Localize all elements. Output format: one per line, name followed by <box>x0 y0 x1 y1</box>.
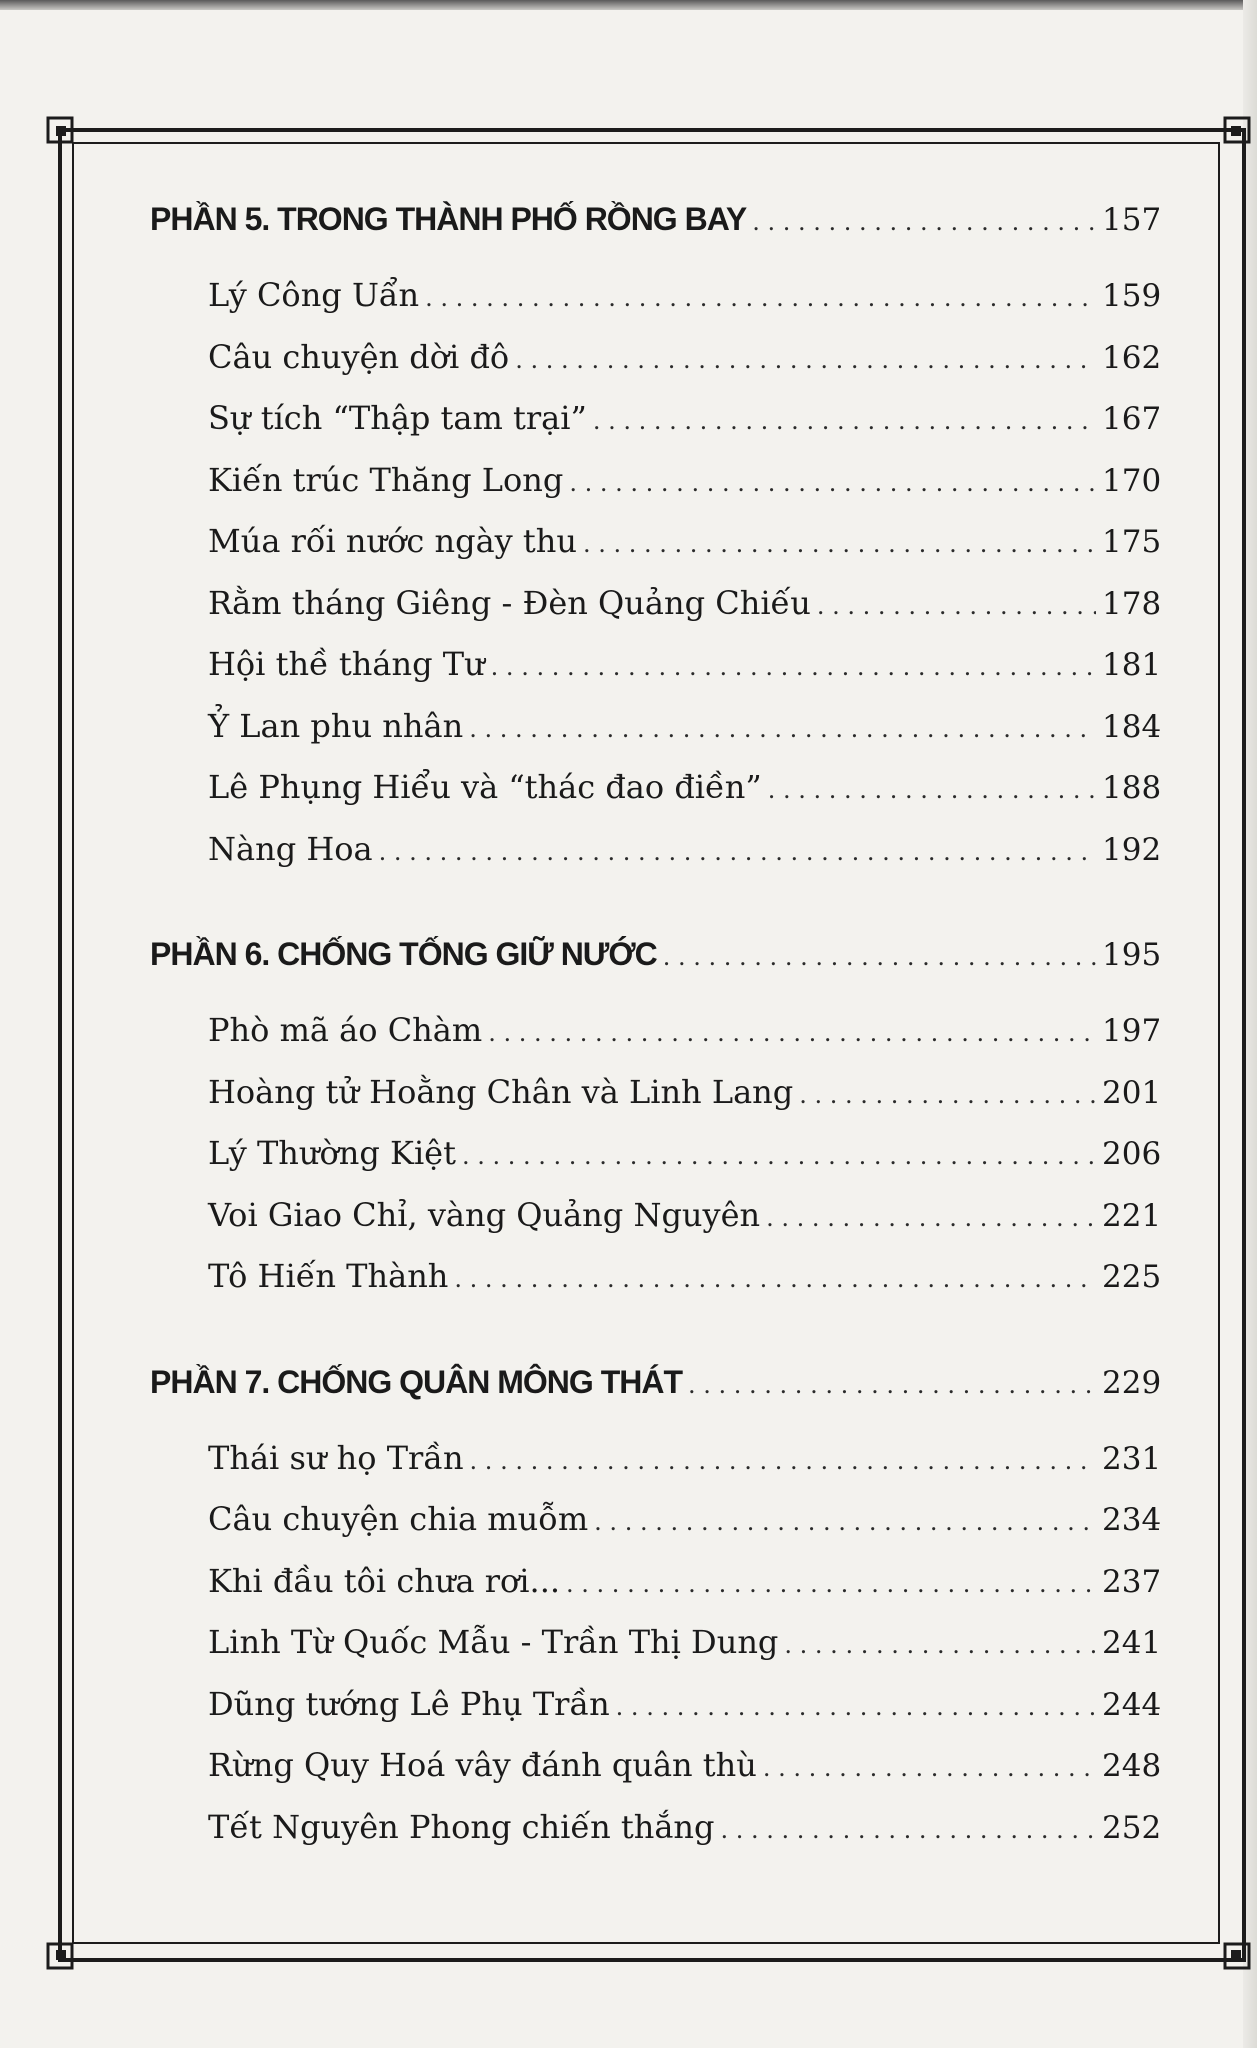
entry-title: Rằm tháng Giêng - Đèn Quảng Chiếu <box>208 583 811 622</box>
entry-title: Sự tích “Thập tam trại” <box>208 399 587 437</box>
page-number: 188 <box>1102 770 1162 806</box>
dot-leader <box>454 1257 1096 1295</box>
toc-entry <box>150 584 1160 646</box>
dot-leader <box>721 1808 1097 1846</box>
page-number: 244 <box>1102 1686 1162 1723</box>
page-number: 192 <box>1102 831 1162 868</box>
entry-title: Câu chuyện chia muỗm <box>208 1500 589 1538</box>
dot-leader <box>752 200 1096 238</box>
toc-entry <box>150 1685 1160 1747</box>
toc-entry <box>150 1134 1160 1196</box>
section-heading <box>150 935 1160 993</box>
dot-leader <box>763 1746 1096 1784</box>
toc-entry <box>150 276 1160 338</box>
toc-entry <box>150 1562 1160 1624</box>
toc-entry <box>150 645 1160 707</box>
toc-entry <box>150 1011 1160 1073</box>
dot-leader <box>469 707 1096 745</box>
entry-title: Dũng tướng Lê Phụ Trần <box>208 1684 610 1723</box>
frame-corner-ornament-top-left <box>46 116 86 156</box>
section-title: PHẦN 5. TRONG THÀNH PHỐ RỒNG BAY <box>150 201 747 237</box>
page-number: 248 <box>1102 1748 1162 1784</box>
entry-title: Múa rối nước ngày thu <box>208 522 577 560</box>
toc-entry <box>150 1623 1160 1685</box>
dot-leader <box>566 1562 1096 1600</box>
section-title: PHẦN 7. CHỐNG QUÂN MÔNG THÁT <box>150 1363 682 1400</box>
dot-leader <box>768 768 1096 806</box>
page-number: 167 <box>1102 401 1162 437</box>
page-number: 181 <box>1102 647 1162 683</box>
toc-entry <box>150 1073 1160 1135</box>
page-number: 206 <box>1102 1136 1162 1172</box>
page-number: 252 <box>1102 1809 1162 1846</box>
table-of-contents <box>150 200 1160 1869</box>
toc-entry <box>150 1500 1160 1562</box>
toc-entry <box>150 522 1160 584</box>
entry-title: Câu chuyện dời đô <box>208 337 510 376</box>
page-number: 195 <box>1102 937 1162 973</box>
entry-title: Rừng Quy Hoá vây đánh quân thù <box>208 1746 757 1784</box>
frame-corner-ornament-bottom-left <box>46 1930 86 1970</box>
dot-leader <box>515 338 1096 376</box>
dot-leader <box>817 584 1096 622</box>
toc-entry <box>150 1746 1160 1808</box>
dot-leader <box>594 1500 1096 1538</box>
entry-title: Voi Giao Chỉ, vàng Quảng Nguyên <box>208 1195 761 1234</box>
toc-entry <box>150 830 1160 892</box>
entry-title: Phò mã áo Chàm <box>208 1011 483 1049</box>
entry-title: Hội thề tháng Tư <box>208 645 485 683</box>
page-number: 159 <box>1102 278 1162 314</box>
toc-entry <box>150 1196 1160 1258</box>
dot-leader <box>583 522 1096 560</box>
dot-leader <box>379 830 1096 868</box>
entry-title: Nàng Hoa <box>208 829 373 868</box>
dot-leader <box>616 1685 1096 1723</box>
page-number: 201 <box>1102 1074 1162 1111</box>
page-number: 197 <box>1102 1013 1162 1049</box>
toc-entry <box>150 461 1160 523</box>
dot-leader <box>425 276 1096 314</box>
entry-title: Ỷ Lan phu nhân <box>208 706 464 745</box>
page-number: 157 <box>1102 202 1162 238</box>
page-number: 231 <box>1102 1440 1162 1477</box>
section-heading <box>150 1363 1160 1421</box>
frame-corner-ornament-top-right <box>1211 116 1251 156</box>
page-number: 184 <box>1102 708 1162 745</box>
frame-corner-ornament-bottom-right <box>1211 1930 1251 1970</box>
page-number: 237 <box>1102 1563 1162 1600</box>
entry-title: Thái sư họ Trần <box>208 1438 464 1477</box>
toc-entry <box>150 1808 1160 1870</box>
page-number: 234 <box>1102 1502 1162 1538</box>
dot-leader <box>488 1011 1096 1049</box>
page-number: 178 <box>1102 585 1162 622</box>
page-number: 229 <box>1102 1364 1162 1401</box>
entry-title: Lê Phụng Hiểu và “thác đao điền” <box>208 768 762 806</box>
entry-title: Tô Hiến Thành <box>208 1257 449 1295</box>
toc-entry <box>150 399 1160 461</box>
entry-title: Khi đầu tôi chưa rơi... <box>208 1561 561 1600</box>
entry-title: Kiến trúc Thăng Long <box>208 460 564 499</box>
toc-entry <box>150 338 1160 400</box>
toc-entry <box>150 707 1160 769</box>
page-number: 241 <box>1102 1625 1162 1661</box>
dot-leader <box>491 645 1096 683</box>
toc-entry <box>150 1439 1160 1501</box>
page-number: 175 <box>1102 524 1162 560</box>
page-top-edge <box>0 0 1257 10</box>
toc-entry <box>150 768 1160 830</box>
dot-leader <box>663 935 1096 973</box>
toc-entry <box>150 1257 1160 1319</box>
entry-title: Lý Thường Kiệt <box>208 1134 456 1172</box>
page-number: 221 <box>1102 1197 1162 1234</box>
entry-title: Lý Công Uẩn <box>208 276 420 314</box>
dot-leader <box>569 461 1096 499</box>
section-title: PHẦN 6. CHỐNG TỐNG GIỮ NƯỚC <box>150 936 657 972</box>
dot-leader <box>688 1363 1096 1401</box>
dot-leader <box>593 399 1096 437</box>
page-number: 162 <box>1102 339 1162 376</box>
dot-leader <box>799 1073 1096 1111</box>
section-heading <box>150 200 1160 258</box>
entry-title: Hoàng tử Hoằng Chân và Linh Lang <box>208 1072 794 1111</box>
dot-leader <box>462 1134 1096 1172</box>
entry-title: Tết Nguyên Phong chiến thắng <box>208 1807 715 1846</box>
dot-leader <box>766 1196 1096 1234</box>
dot-leader <box>470 1439 1096 1477</box>
page-number: 225 <box>1102 1259 1162 1295</box>
dot-leader <box>784 1623 1096 1661</box>
entry-title: Linh Từ Quốc Mẫu - Trần Thị Dung <box>208 1623 779 1661</box>
page-number: 170 <box>1102 462 1162 499</box>
